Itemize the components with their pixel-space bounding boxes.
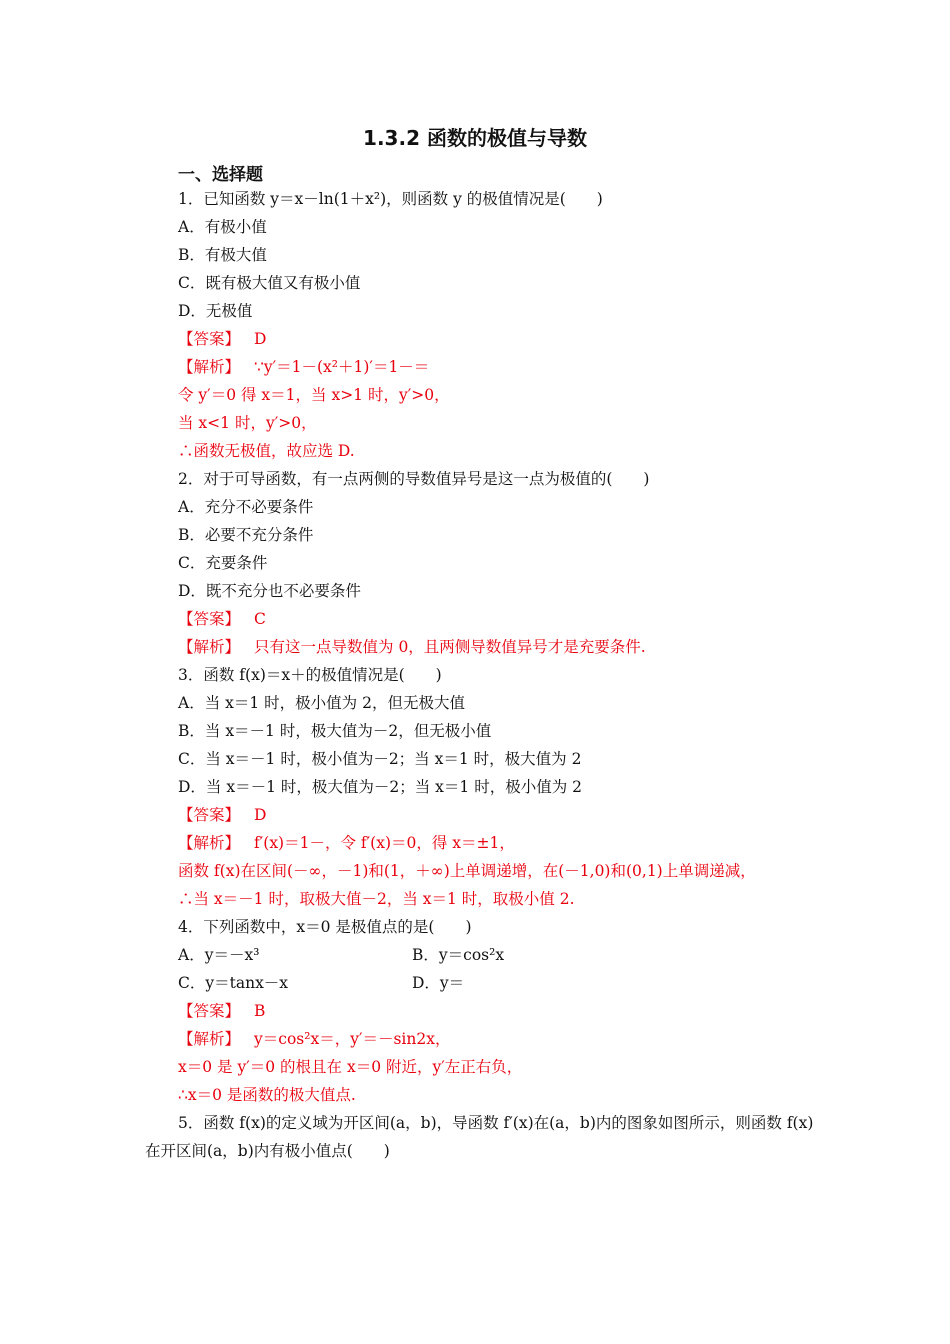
answer-value: D <box>254 330 267 348</box>
question-4-option-b: B．y＝cos²x <box>412 946 505 964</box>
answer-tag: 【答案】 <box>178 610 241 628</box>
question-1-option-a: A．有极小值 <box>178 218 267 236</box>
question-2-option-b: B．必要不充分条件 <box>178 526 314 544</box>
analysis-text: f′(x)＝1－，令 f′(x)＝0，得 x＝±1， <box>254 834 515 852</box>
question-3-analysis <box>178 833 515 853</box>
analysis-text: y＝cos²x＝，y′＝－sin2x， <box>254 1030 451 1048</box>
analysis-tag: 【解析】 <box>178 638 241 656</box>
question-5-stem-line-2: 在开区间(a，b)内有极小值点( ) <box>145 1142 390 1160</box>
question-4-option-a: A．y＝－x³ <box>178 946 260 964</box>
analysis-tag: 【解析】 <box>178 358 241 376</box>
page-title: 1.3.2 函数的极值与导数 <box>363 126 587 150</box>
question-2-option-d: D．既不充分也不必要条件 <box>178 582 361 600</box>
question-4-analysis-line-2: x＝0 是 y′＝0 的根且在 x＝0 附近，y′左正右负， <box>178 1058 523 1076</box>
question-3-option-a: A．当 x＝1 时，极小值为 2，但无极大值 <box>178 694 465 712</box>
question-1-option-d: D．无极值 <box>178 302 253 320</box>
question-1-analysis <box>178 357 429 377</box>
analysis-tag: 【解析】 <box>178 1030 241 1048</box>
question-1-answer <box>178 329 266 349</box>
question-2-option-a: A．充分不必要条件 <box>178 498 314 516</box>
analysis-tag: 【解析】 <box>178 834 241 852</box>
question-3-option-b: B．当 x＝－1 时，极大值为－2，但无极小值 <box>178 722 492 740</box>
section-heading: 一、选择题 <box>178 165 263 185</box>
question-4-option-d: D．y＝ <box>412 974 465 992</box>
question-3-analysis-line-3: ∴当 x＝－1 时，取极大值－2，当 x＝1 时，取极小值 2. <box>178 890 575 908</box>
question-1-option-b: B．有极大值 <box>178 246 267 264</box>
analysis-text: 只有这一点导数值为 0，且两侧导数值异号才是充要条件. <box>254 638 646 656</box>
answer-value: B <box>254 1002 266 1020</box>
answer-tag: 【答案】 <box>178 806 241 824</box>
question-3-option-d: D．当 x＝－1 时，极大值为－2；当 x＝1 时，极小值为 2 <box>178 778 582 796</box>
question-2-option-c: C．充要条件 <box>178 554 268 572</box>
question-4-analysis-line-3: ∴x＝0 是函数的极大值点. <box>178 1086 356 1104</box>
question-1-stem: 1．已知函数 y＝x－ln(1＋x²)，则函数 y 的极值情况是( ) <box>178 190 603 208</box>
analysis-text: ∵y′＝1－(x²＋1)′＝1－＝ <box>254 358 430 376</box>
question-3-answer <box>178 805 266 825</box>
question-1-analysis-line-2: 令 y′＝0 得 x＝1，当 x>1 时，y′>0， <box>178 386 450 404</box>
answer-value: C <box>254 610 266 628</box>
question-2-answer <box>178 609 266 629</box>
question-5-stem-line-1: 5．函数 f(x)的定义域为开区间(a，b)，导函数 f′(x)在(a，b)内的图象如图所示，则函数 f(x) <box>178 1114 814 1132</box>
question-1-option-c: C．既有极大值又有极小值 <box>178 274 361 292</box>
question-2-analysis <box>178 637 646 657</box>
question-4-stem: 4．下列函数中，x＝0 是极值点的是( ) <box>178 918 472 936</box>
question-2-stem: 2．对于可导函数，有一点两侧的导数值异号是这一点为极值的( ) <box>178 470 650 488</box>
answer-value: D <box>254 806 267 824</box>
answer-tag: 【答案】 <box>178 330 241 348</box>
question-1-analysis-line-4: ∴函数无极值，故应选 D. <box>178 442 355 460</box>
answer-tag: 【答案】 <box>178 1002 241 1020</box>
question-4-answer <box>178 1001 265 1021</box>
question-3-option-c: C．当 x＝－1 时，极小值为－2；当 x＝1 时，极大值为 2 <box>178 750 582 768</box>
question-1-analysis-line-3: 当 x<1 时，y′>0， <box>178 414 317 432</box>
question-4-analysis <box>178 1029 450 1049</box>
question-4-option-c: C．y＝tanx－x <box>178 974 289 992</box>
question-3-analysis-line-2: 函数 f(x)在区间(－∞，－1)和(1，＋∞)上单调递增，在(－1,0)和(0,1)上单调递减， <box>178 862 756 880</box>
question-3-stem: 3．函数 f(x)＝x＋的极值情况是( ) <box>178 666 442 684</box>
